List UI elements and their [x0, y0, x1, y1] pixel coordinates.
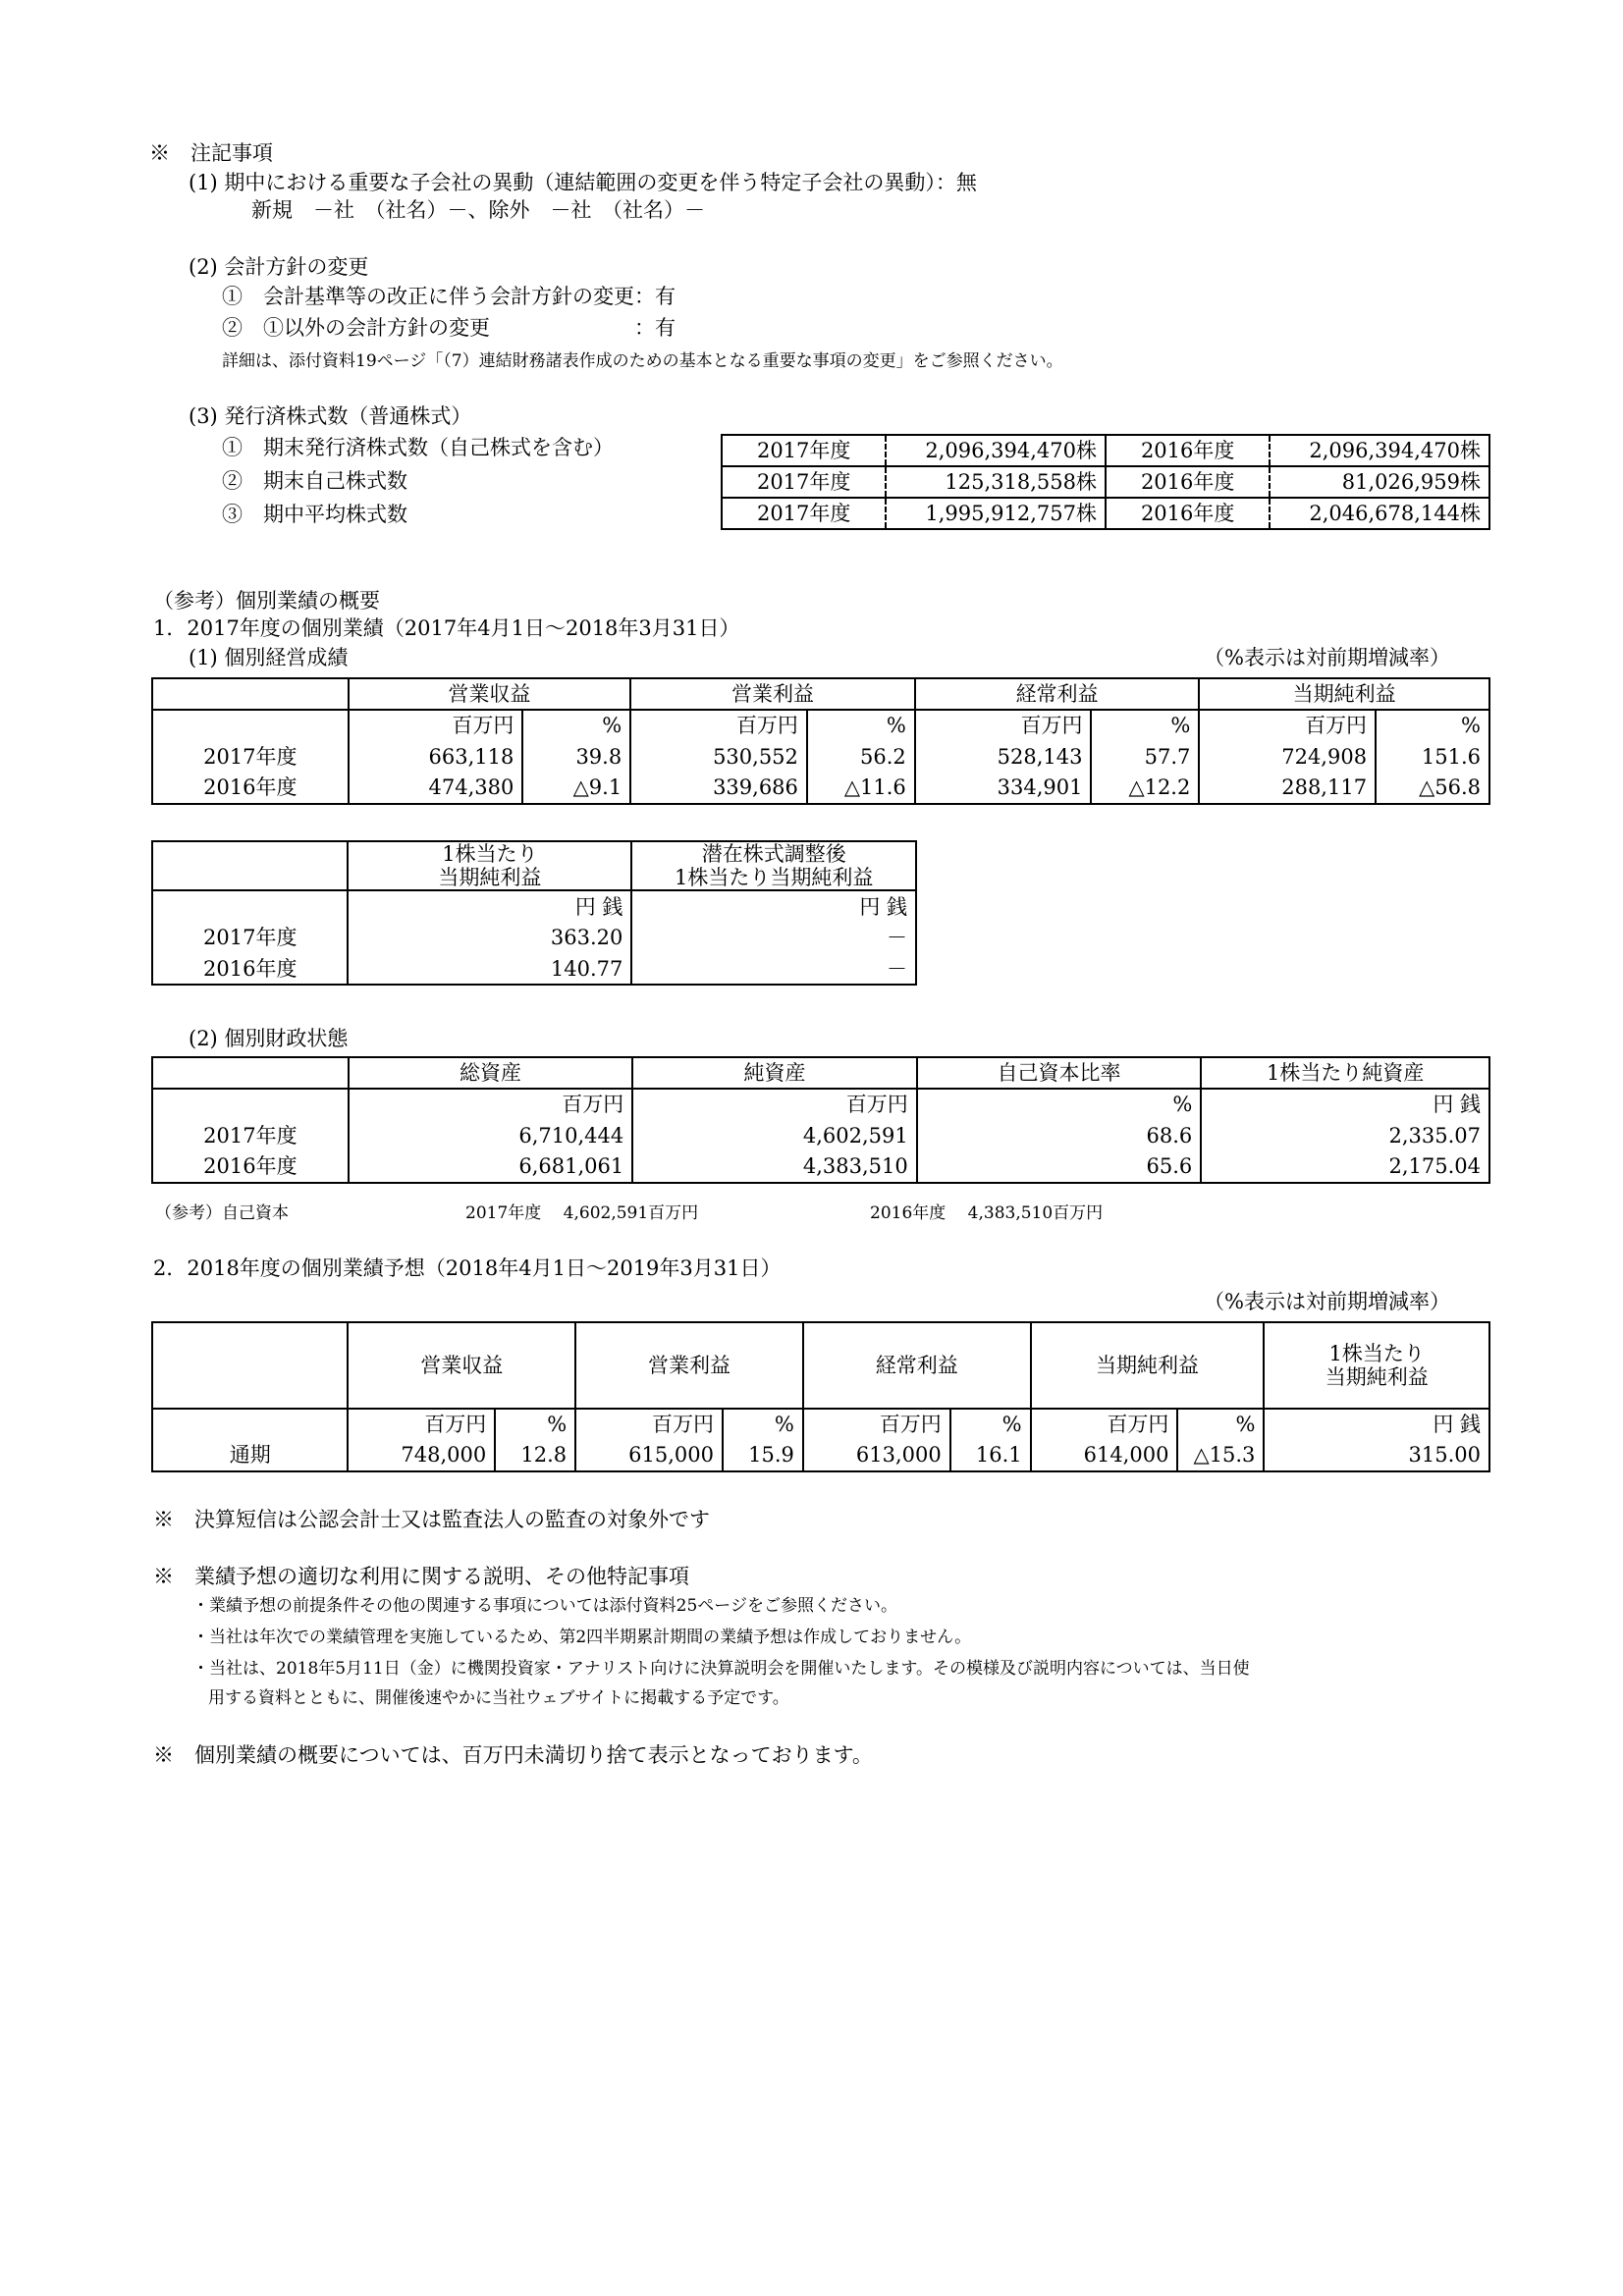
- cell-value: 68.6: [917, 1120, 1202, 1151]
- notes-item2-a: ① 会計基準等の改正に伴う会計方針の変更：有: [222, 285, 676, 308]
- notes-item3-c: ③ 期中平均株式数: [222, 503, 407, 526]
- table-row: [152, 741, 1489, 773]
- cell-value: 16.1: [950, 1440, 1031, 1471]
- sub2-title: (2) 個別財政状態: [189, 1027, 349, 1050]
- cell-value: 2,175.04: [1201, 1151, 1489, 1183]
- header-empty: [152, 1057, 349, 1089]
- footnote-rounding: ※ 個別業績の概要については、百万円未満切り捨て表示となっております。: [153, 1743, 873, 1767]
- header-equity-ratio: 自己資本比率: [917, 1057, 1202, 1089]
- section2-title: 2．2018年度の個別業績予想（2018年4月1日～2019年3月31日）: [153, 1256, 782, 1280]
- row-label: 2017年度: [152, 922, 348, 953]
- unit-yen: 百万円: [1199, 710, 1376, 741]
- cell-value: －: [631, 922, 916, 953]
- header-operating-revenue: 営業収益: [348, 1322, 575, 1409]
- notes-item1-detail: 新規 －社 （社名）－、除外 －社 （社名）－: [251, 198, 705, 222]
- cell-value: 15.9: [723, 1440, 803, 1471]
- pct-note-2: （%表示は対前期増減率）: [1204, 1290, 1450, 1313]
- reference-header: （参考）個別業績の概要: [153, 589, 380, 613]
- header-net-assets: 純資産: [632, 1057, 917, 1089]
- cell-value: 57.7: [1091, 741, 1199, 773]
- table-row: [152, 953, 916, 985]
- table-row: [152, 922, 916, 953]
- unit-pct: %: [807, 710, 915, 741]
- table-header-row: [152, 1322, 1489, 1409]
- table-row: [152, 1151, 1489, 1183]
- cell-value: △12.2: [1091, 773, 1199, 804]
- cell-value: －: [631, 953, 916, 985]
- sub1-title: (1) 個別経営成績: [189, 646, 349, 669]
- notes-item3: (3) 発行済株式数（普通株式）: [189, 404, 472, 428]
- unit-empty: [152, 1409, 348, 1440]
- header-empty: [152, 678, 349, 710]
- row-label: 2017年度: [152, 741, 349, 773]
- row-label: 2017年度: [152, 1120, 349, 1151]
- cell-value: △15.3: [1177, 1440, 1264, 1471]
- cell-value: 6,681,061: [349, 1151, 633, 1183]
- cell-value: 724,908: [1199, 741, 1376, 773]
- cell-value: 6,710,444: [349, 1120, 633, 1151]
- cell-value: △11.6: [807, 773, 915, 804]
- eps-table: [151, 840, 917, 986]
- cell-value: 363.20: [348, 922, 631, 953]
- table-row: [152, 773, 1489, 804]
- header-ordinary-income: 経常利益: [803, 1322, 1031, 1409]
- unit: 百万円: [632, 1089, 917, 1120]
- cell-value: 4,602,591: [632, 1120, 917, 1151]
- header-diluted-line1: 潜在株式調整後: [701, 842, 846, 866]
- cell-value: △56.8: [1376, 773, 1489, 804]
- header-diluted-line2: 1株当たり当期純利益: [675, 866, 874, 890]
- header-operating-income: 営業利益: [630, 678, 915, 710]
- notes-item2: (2) 会計方針の変更: [189, 255, 369, 279]
- header-total-assets: 総資産: [349, 1057, 633, 1089]
- shares-value: 2,046,678,144株: [1270, 498, 1489, 529]
- shares-year: 2017年度: [722, 466, 886, 498]
- header-eps-line1: 1株当たり: [442, 842, 538, 866]
- cell-value: 663,118: [349, 741, 523, 773]
- shares-year: 2017年度: [722, 435, 886, 466]
- footnote-bullet1: ・業績予想の前提条件その他の関連する事項については添付資料25ページをご参照ください。: [192, 1596, 897, 1616]
- table-row: [152, 1440, 1489, 1471]
- table-header-row: [152, 841, 916, 890]
- header-eps-line1: 1株当たり: [1328, 1341, 1425, 1365]
- unit-yen: 百万円: [1031, 1409, 1178, 1440]
- unit-yen-sen: 円 銭: [1264, 1409, 1489, 1440]
- section1-title: 1．2017年度の個別業績（2017年4月1日～2018年3月31日）: [153, 616, 740, 640]
- cell-value: 613,000: [803, 1440, 950, 1471]
- equity-note-label: （参考）自己資本: [155, 1203, 289, 1223]
- table-unit-row: [152, 710, 1489, 741]
- footnote-forecast-header: ※ 業績予想の適切な利用に関する説明、その他特記事項: [153, 1565, 689, 1588]
- shares-value: 2,096,394,470株: [1270, 435, 1489, 466]
- header-ordinary-income: 経常利益: [915, 678, 1200, 710]
- shares-value: 81,026,959株: [1270, 466, 1489, 498]
- unit-pct: %: [522, 710, 630, 741]
- cell-value: 334,901: [915, 773, 1092, 804]
- table-row: [722, 435, 1489, 466]
- table-row: [722, 466, 1489, 498]
- header-operating-revenue: 営業収益: [349, 678, 631, 710]
- notes-header: ※ 注記事項: [149, 141, 273, 165]
- cell-value: 474,380: [349, 773, 523, 804]
- notes-item2-b: ② ①以外の会計方針の変更 ：有: [222, 316, 676, 340]
- header-operating-income: 営業利益: [575, 1322, 803, 1409]
- header-bps: 1株当たり純資産: [1201, 1057, 1489, 1089]
- header-net-income: 当期純利益: [1199, 678, 1489, 710]
- unit-yen: 百万円: [630, 710, 807, 741]
- header-net-income: 当期純利益: [1031, 1322, 1265, 1409]
- notes-item3-b: ② 期末自己株式数: [222, 469, 407, 493]
- cell-value: 56.2: [807, 741, 915, 773]
- shares-year: 2017年度: [722, 498, 886, 529]
- cell-value: 315.00: [1264, 1440, 1489, 1471]
- unit: 百万円: [349, 1089, 633, 1120]
- cell-value: 339,686: [630, 773, 807, 804]
- row-label: 通期: [152, 1440, 348, 1471]
- unit-yen: 百万円: [349, 710, 523, 741]
- unit-yen-sen: 円 銭: [348, 890, 631, 922]
- footnote-bullet2: ・当社は年次での業績管理を実施しているため、第2四半期累計期間の業績予想は作成しておりません。: [192, 1628, 972, 1647]
- cell-value: △9.1: [522, 773, 630, 804]
- table-header-row: [152, 1057, 1489, 1089]
- table-unit-row: [152, 890, 916, 922]
- cell-value: 614,000: [1031, 1440, 1178, 1471]
- header-diluted-eps: [631, 841, 916, 890]
- unit-empty: [152, 890, 348, 922]
- unit-yen: 百万円: [575, 1409, 723, 1440]
- unit-yen-sen: 円 銭: [631, 890, 916, 922]
- footnote-bullet3-line1: ・当社は、2018年5月11日（金）に機関投資家・アナリスト向けに決算説明会を開催いたします。その模様及び説明内容については、当日使: [192, 1659, 1250, 1679]
- unit-pct: %: [1091, 710, 1199, 741]
- unit-empty: [152, 1089, 349, 1120]
- notes-item2-detail: 詳細は、添付資料19ページ「（7）連結財務諸表作成のための基本となる重要な事項の変更」をご参照ください。: [222, 351, 1063, 371]
- table-row: [722, 498, 1489, 529]
- notes-item3-a: ① 期末発行済株式数（自己株式を含む）: [222, 436, 614, 459]
- footnote-audit: ※ 決算短信は公認会計士又は監査法人の監査の対象外です: [153, 1508, 710, 1531]
- financial-table: [151, 1056, 1490, 1184]
- unit: 円 銭: [1201, 1089, 1489, 1120]
- cell-value: 39.8: [522, 741, 630, 773]
- cell-value: 65.6: [917, 1151, 1202, 1183]
- shares-value: 1,995,912,757株: [886, 498, 1106, 529]
- header-eps: [1264, 1322, 1489, 1409]
- shares-table: [721, 434, 1490, 530]
- header-eps: [348, 841, 631, 890]
- unit-pct: %: [1177, 1409, 1264, 1440]
- table-row: [152, 1120, 1489, 1151]
- equity-note-2016: 2016年度 4,383,510百万円: [870, 1203, 1104, 1223]
- table-unit-row: [152, 1089, 1489, 1120]
- footnote-bullet3-line2: 用する資料とともに、開催後速やかに当社ウェブサイトに掲載する予定です。: [208, 1688, 789, 1708]
- unit-empty: [152, 710, 349, 741]
- cell-value: 530,552: [630, 741, 807, 773]
- forecast-table: [151, 1321, 1490, 1472]
- cell-value: 140.77: [348, 953, 631, 985]
- unit-pct: %: [723, 1409, 803, 1440]
- equity-note-2017: 2017年度 4,602,591百万円: [465, 1203, 699, 1223]
- unit-pct: %: [1376, 710, 1489, 741]
- unit-yen: 百万円: [915, 710, 1092, 741]
- results-table: [151, 677, 1490, 805]
- table-unit-row: [152, 1409, 1489, 1440]
- unit-yen: 百万円: [803, 1409, 950, 1440]
- cell-value: 12.8: [495, 1440, 575, 1471]
- pct-note: （%表示は対前期増減率）: [1204, 646, 1450, 669]
- cell-value: 615,000: [575, 1440, 723, 1471]
- unit: %: [917, 1089, 1202, 1120]
- row-label: 2016年度: [152, 953, 348, 985]
- unit-yen: 百万円: [348, 1409, 495, 1440]
- header-eps-line2: 当期純利益: [438, 866, 542, 890]
- unit-pct: %: [950, 1409, 1031, 1440]
- row-label: 2016年度: [152, 1151, 349, 1183]
- header-empty: [152, 841, 348, 890]
- unit-pct: %: [495, 1409, 575, 1440]
- table-header-row: [152, 678, 1489, 710]
- cell-value: 748,000: [348, 1440, 495, 1471]
- notes-item1: (1) 期中における重要な子会社の異動（連結範囲の変更を伴う特定子会社の異動）：無: [189, 171, 977, 194]
- shares-value: 125,318,558株: [886, 466, 1106, 498]
- shares-value: 2,096,394,470株: [886, 435, 1106, 466]
- shares-year: 2016年度: [1106, 435, 1270, 466]
- shares-year: 2016年度: [1106, 498, 1270, 529]
- cell-value: 2,335.07: [1201, 1120, 1489, 1151]
- cell-value: 151.6: [1376, 741, 1489, 773]
- cell-value: 528,143: [915, 741, 1092, 773]
- header-empty: [152, 1322, 348, 1409]
- shares-year: 2016年度: [1106, 466, 1270, 498]
- row-label: 2016年度: [152, 773, 349, 804]
- header-eps-line2: 当期純利益: [1325, 1365, 1429, 1389]
- cell-value: 288,117: [1199, 773, 1376, 804]
- cell-value: 4,383,510: [632, 1151, 917, 1183]
